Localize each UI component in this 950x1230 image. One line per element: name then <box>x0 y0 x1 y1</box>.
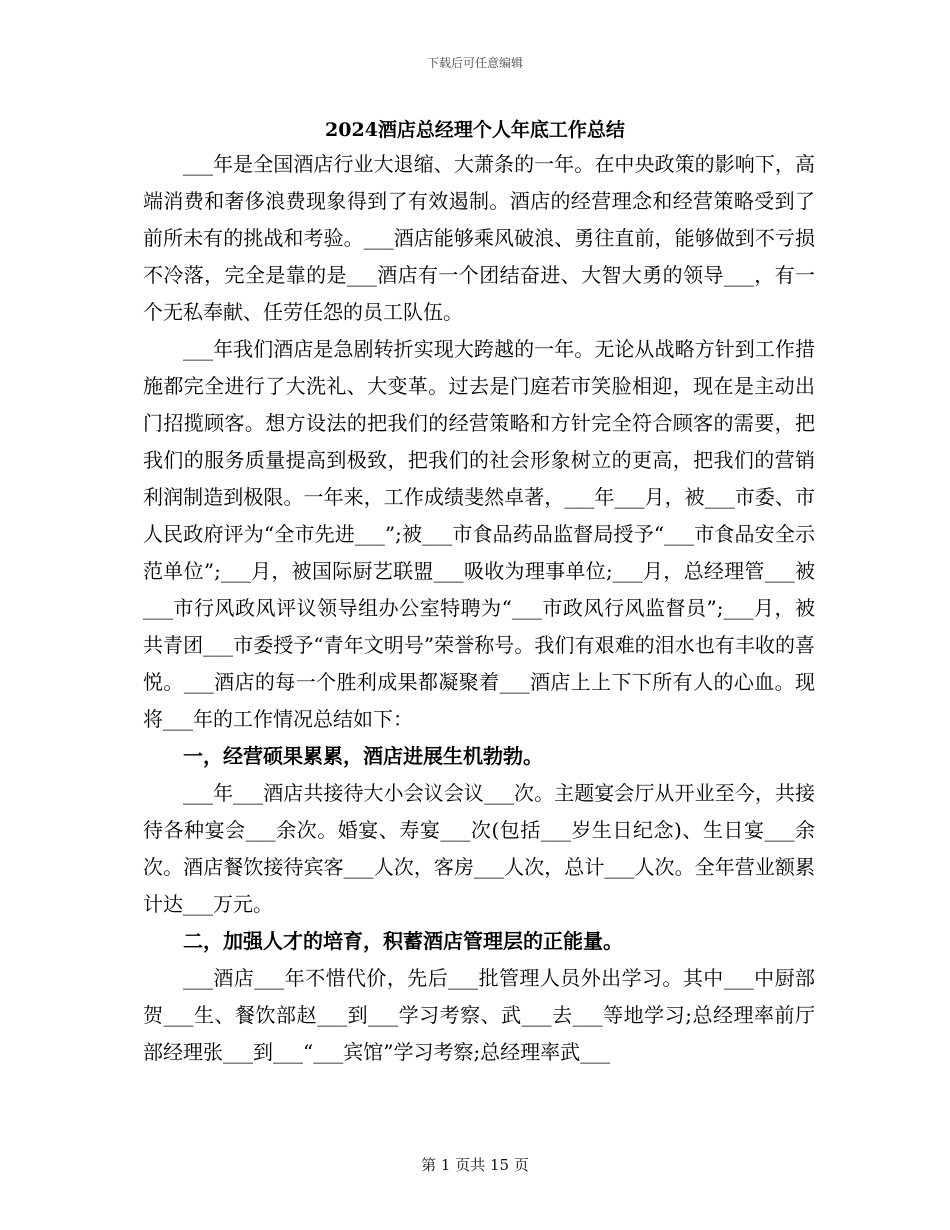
section-heading-1: 一，经营硕果累累，酒店进展生机勃勃。 <box>183 744 543 768</box>
section-heading-2: 二，加强人才的培育，积蓄酒店管理层的正能量。 <box>183 929 623 953</box>
document-title: 2024酒店总经理个人年底工作总结 <box>325 119 625 141</box>
paragraph-achievements: ___年我们酒店是急剧转折实现大跨越的一年。无论从战略方针到工作措施都完全进行了大洗礼、大变革。过去是门庭若市笑脸相迎，现在是主动出门招揽顾客。想方设法的把我们的经营策略和方针完全符合顾客的需要，把我们的服务质量提高到极致，把我们的社会形象树立的更高，把我们的营销利润制造到极限。一年来，工作成绩斐然卓著，___年___月，被___市委、市人民政府评为“全市先进___”;被___市食品药品监督局授予“___市食品安全示范单位”;___月，被国际厨艺联盟___吸收为理事单位;___月，总经理管___被___市行风政风评议领导组办公室特聘为“___市政风行风监督员”;___月，被共青团___市委授予“青年文明号”荣誉称号。我们有艰难的泪水也有丰收的喜悦。___酒店的每一个胜利成果都凝聚着___酒店上上下下所有人的心血。现将___年的工作情况总结如下： <box>143 337 815 731</box>
paragraph-training: ___酒店___年不惜代价，先后___批管理人员外出学习。其中___中厨部贺___生、餐饮部赵___到___学习考察、武___去___等地学习;总经理率前厅部经理张___到___“___宾馆”学习考察;总经理率武___ <box>143 966 815 1064</box>
page-header: 下载后可任意编辑 <box>426 56 523 70</box>
page-footer: 第 1 页共 15 页 <box>421 1156 529 1174</box>
document-body <box>143 146 815 1071</box>
paragraph-operations: ___年___酒店共接待大小会议会议___次。主题宴会厅从开业至今，共接待各种宴会___余次。婚宴、寿宴___次(包括___岁生日纪念)、生日宴___余次。酒店餐饮接待宾客___人次，客房___人次，总计___人次。全年营业额累计达___万元。 <box>143 781 815 916</box>
paragraph-intro: ___年是全国酒店行业大退缩、大萧条的一年。在中央政策的影响下，高端消费和奢侈浪费现象得到了有效遏制。酒店的经营理念和经营策略受到了前所未有的挑战和考验。___酒店能够乘风破浪、勇往直前，能够做到不亏损不冷落，完全是靠的是___酒店有一个团结奋进、大智大勇的领导___，有一个无私奉献、任劳任怨的员工队伍。 <box>143 152 815 324</box>
